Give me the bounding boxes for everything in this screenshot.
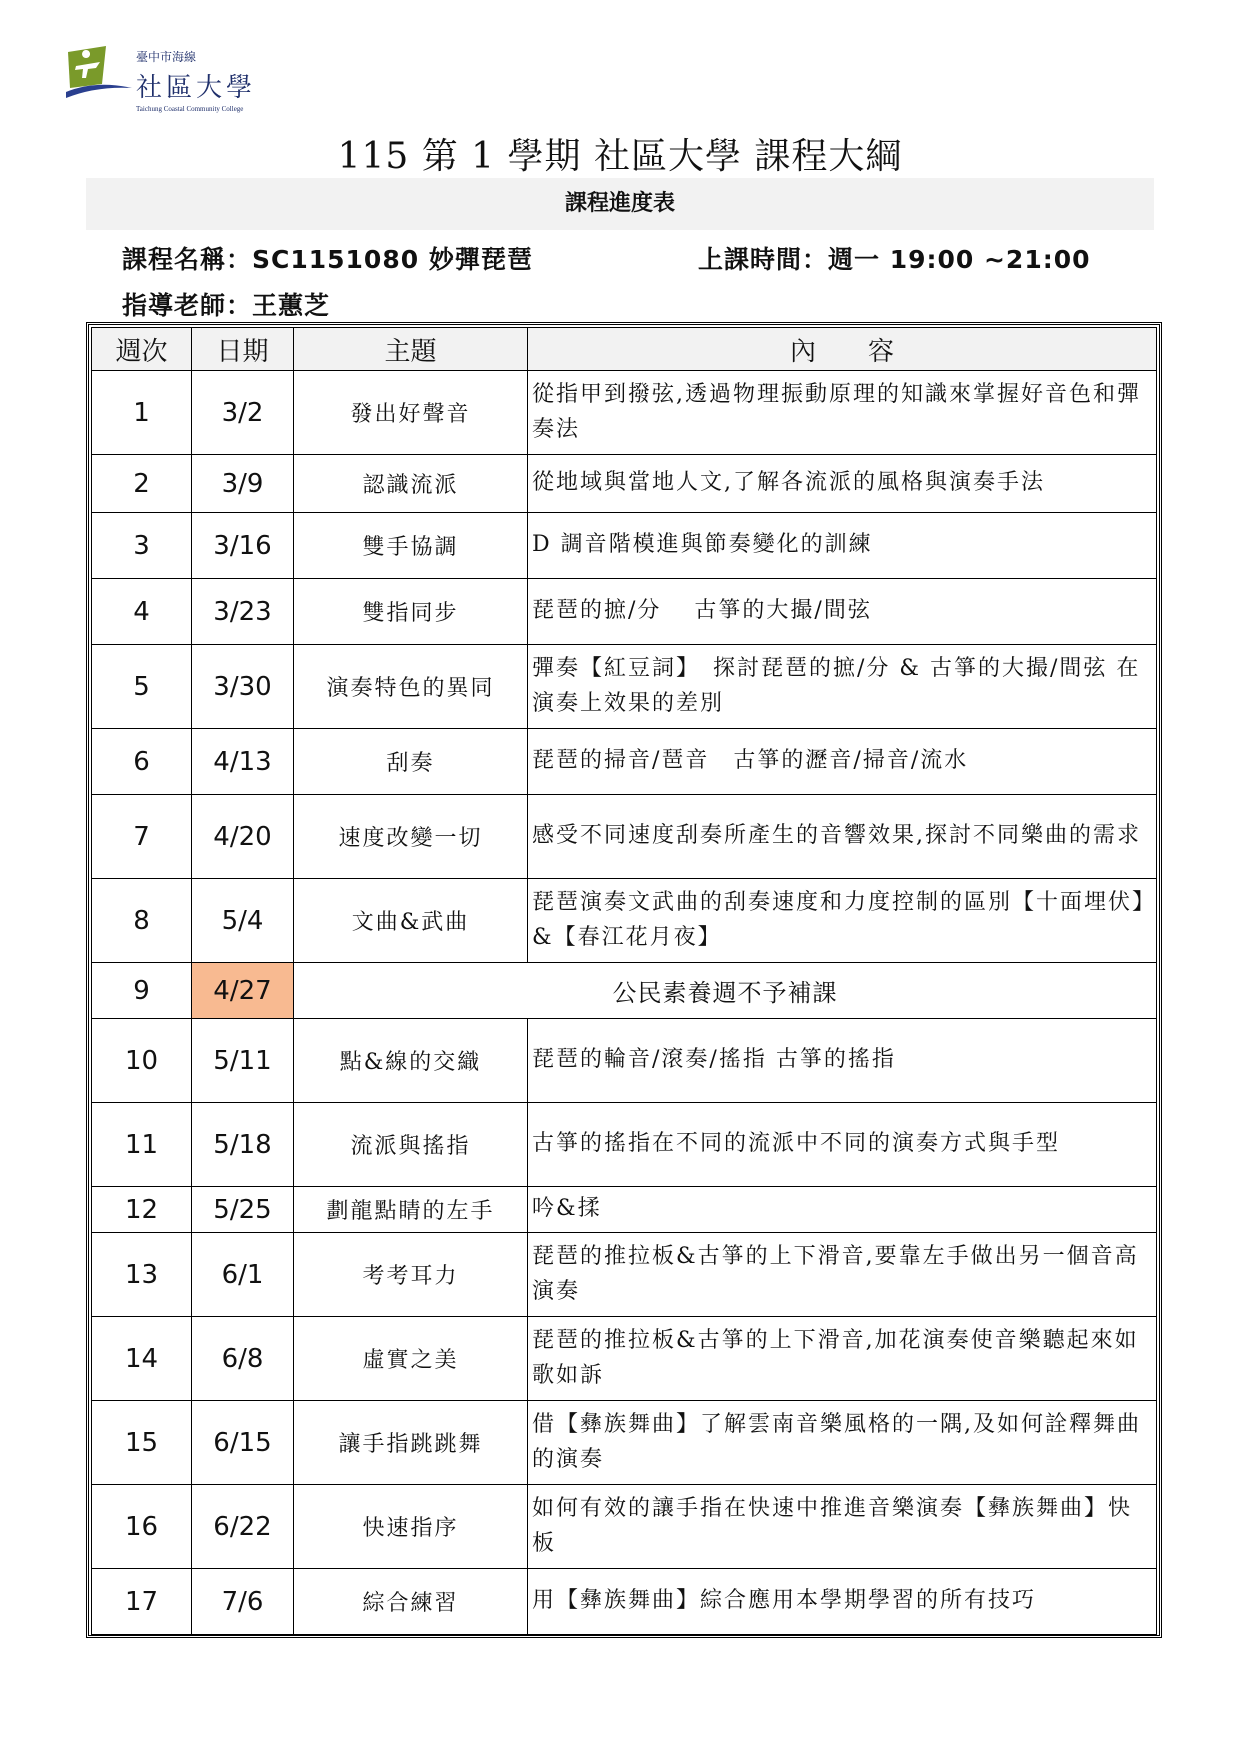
schedule-table-frame	[86, 322, 1162, 1638]
content-cell: 吟&揉	[528, 1187, 1157, 1233]
date-cell: 3/23	[192, 579, 294, 645]
topic-cell: 劃龍點睛的左手	[294, 1187, 528, 1233]
table-row	[92, 1317, 1157, 1401]
topic-cell: 考考耳力	[294, 1233, 528, 1317]
header-week: 週次	[92, 328, 192, 371]
date-cell: 3/2	[192, 371, 294, 455]
content-cell: 用【彝族舞曲】綜合應用本學期學習的所有技巧	[528, 1569, 1157, 1635]
table-row	[92, 1401, 1157, 1485]
table-row	[92, 1233, 1157, 1317]
topic-cell: 文曲&武曲	[294, 879, 528, 963]
date-cell: 6/15	[192, 1401, 294, 1485]
header-topic: 主題	[294, 328, 528, 371]
topic-cell: 點&線的交織	[294, 1019, 528, 1103]
header-date: 日期	[192, 328, 294, 371]
content-cell: 古箏的搖指在不同的流派中不同的演奏方式與手型	[528, 1103, 1157, 1187]
topic-cell: 刮奏	[294, 729, 528, 795]
table-row	[92, 645, 1157, 729]
week-cell: 14	[92, 1317, 192, 1401]
course-time: 上課時間：週一 19:00 ~21:00	[698, 245, 1091, 274]
topic-cell: 虛實之美	[294, 1317, 528, 1401]
table-row	[92, 729, 1157, 795]
topic-cell: 快速指序	[294, 1485, 528, 1569]
table-row	[92, 795, 1157, 879]
content-cell: 如何有效的讓手指在快速中推進音樂演奏【彝族舞曲】快板	[528, 1485, 1157, 1569]
content-cell: 琵琶的摭/分 古箏的大撮/間弦	[528, 579, 1157, 645]
date-cell: 5/4	[192, 879, 294, 963]
college-emblem-icon	[66, 44, 134, 104]
logo-main-text: 社區大學	[136, 73, 257, 103]
week-cell: 3	[92, 513, 192, 579]
content-cell: 從指甲到撥弦,透過物理振動原理的知識來掌握好音色和彈奏法	[528, 371, 1157, 455]
week-cell: 16	[92, 1485, 192, 1569]
topic-cell: 雙指同步	[294, 579, 528, 645]
course-name: 課程名稱：SC1151080 妙彈琵琶	[122, 245, 533, 274]
date-cell: 5/25	[192, 1187, 294, 1233]
logo-top-text: 臺中市海線	[136, 50, 197, 64]
table-row	[92, 879, 1157, 963]
week-cell: 6	[92, 729, 192, 795]
date-cell: 3/16	[192, 513, 294, 579]
date-cell: 7/6	[192, 1569, 294, 1635]
table-header-row	[92, 328, 1157, 371]
content-cell: 感受不同速度刮奏所產生的音響效果,探討不同樂曲的需求	[528, 795, 1157, 879]
table-row	[92, 513, 1157, 579]
week-cell: 2	[92, 455, 192, 513]
week-cell: 4	[92, 579, 192, 645]
topic-cell: 認識流派	[294, 455, 528, 513]
week-cell: 7	[92, 795, 192, 879]
topic-cell: 演奏特色的異同	[294, 645, 528, 729]
topic-cell: 綜合練習	[294, 1569, 528, 1635]
table-row	[92, 1187, 1157, 1233]
week-cell: 8	[92, 879, 192, 963]
table-row	[92, 579, 1157, 645]
date-cell: 4/27	[192, 963, 294, 1019]
table-row	[92, 455, 1157, 513]
logo-sub-text: Taichung Coastal Community College	[136, 105, 244, 113]
date-cell: 6/1	[192, 1233, 294, 1317]
content-cell: 琵琶的推拉板&古箏的上下滑音,加花演奏使音樂聽起來如歌如訴	[528, 1317, 1157, 1401]
content-cell: 借【彝族舞曲】了解雲南音樂風格的一隅,及如何詮釋舞曲的演奏	[528, 1401, 1157, 1485]
date-cell: 6/8	[192, 1317, 294, 1401]
content-cell: 彈奏【紅豆詞】 探討琵琶的摭/分 & 古箏的大撮/間弦 在演奏上效果的差別	[528, 645, 1157, 729]
content-cell: 琵琶的掃音/琶音 古箏的瀝音/掃音/流水	[528, 729, 1157, 795]
content-cell: 從地域與當地人文,了解各流派的風格與演奏手法	[528, 455, 1157, 513]
week-cell: 15	[92, 1401, 192, 1485]
content-cell: D 調音階模進與節奏變化的訓練	[528, 513, 1157, 579]
table-row	[92, 371, 1157, 455]
page-title: 115 第 1 學期 社區大學 課程大綱	[337, 136, 903, 177]
merged-note-cell: 公民素養週不予補課	[294, 963, 1157, 1019]
schedule-banner: 課程進度表	[86, 178, 1154, 230]
table-row	[92, 1103, 1157, 1187]
week-cell: 11	[92, 1103, 192, 1187]
topic-cell: 速度改變一切	[294, 795, 528, 879]
week-cell: 5	[92, 645, 192, 729]
week-cell: 12	[92, 1187, 192, 1233]
date-cell: 6/22	[192, 1485, 294, 1569]
date-cell: 4/20	[192, 795, 294, 879]
date-cell: 3/30	[192, 645, 294, 729]
schedule-body	[92, 371, 1157, 1635]
date-cell: 3/9	[192, 455, 294, 513]
week-cell: 1	[92, 371, 192, 455]
content-cell: 琵琶的推拉板&古箏的上下滑音,要靠左手做出另一個音高演奏	[528, 1233, 1157, 1317]
college-logo	[66, 44, 306, 114]
week-cell: 9	[92, 963, 192, 1019]
content-cell: 琵琶演奏文武曲的刮奏速度和力度控制的區別【十面埋伏】&【春江花月夜】	[528, 879, 1157, 963]
table-row	[92, 1569, 1157, 1635]
schedule-table	[91, 327, 1157, 1635]
week-cell: 13	[92, 1233, 192, 1317]
topic-cell: 雙手協調	[294, 513, 528, 579]
table-row	[92, 1019, 1157, 1103]
date-cell: 4/13	[192, 729, 294, 795]
topic-cell: 流派與搖指	[294, 1103, 528, 1187]
table-row	[92, 963, 1157, 1019]
week-cell: 10	[92, 1019, 192, 1103]
topic-cell: 發出好聲音	[294, 371, 528, 455]
week-cell: 17	[92, 1569, 192, 1635]
header-content: 內 容	[528, 328, 1157, 371]
date-cell: 5/18	[192, 1103, 294, 1187]
table-row	[92, 1485, 1157, 1569]
date-cell: 5/11	[192, 1019, 294, 1103]
course-teacher: 指導老師：王蕙芝	[122, 291, 331, 320]
topic-cell: 讓手指跳跳舞	[294, 1401, 528, 1485]
content-cell: 琵琶的輪音/滾奏/搖指 古箏的搖指	[528, 1019, 1157, 1103]
